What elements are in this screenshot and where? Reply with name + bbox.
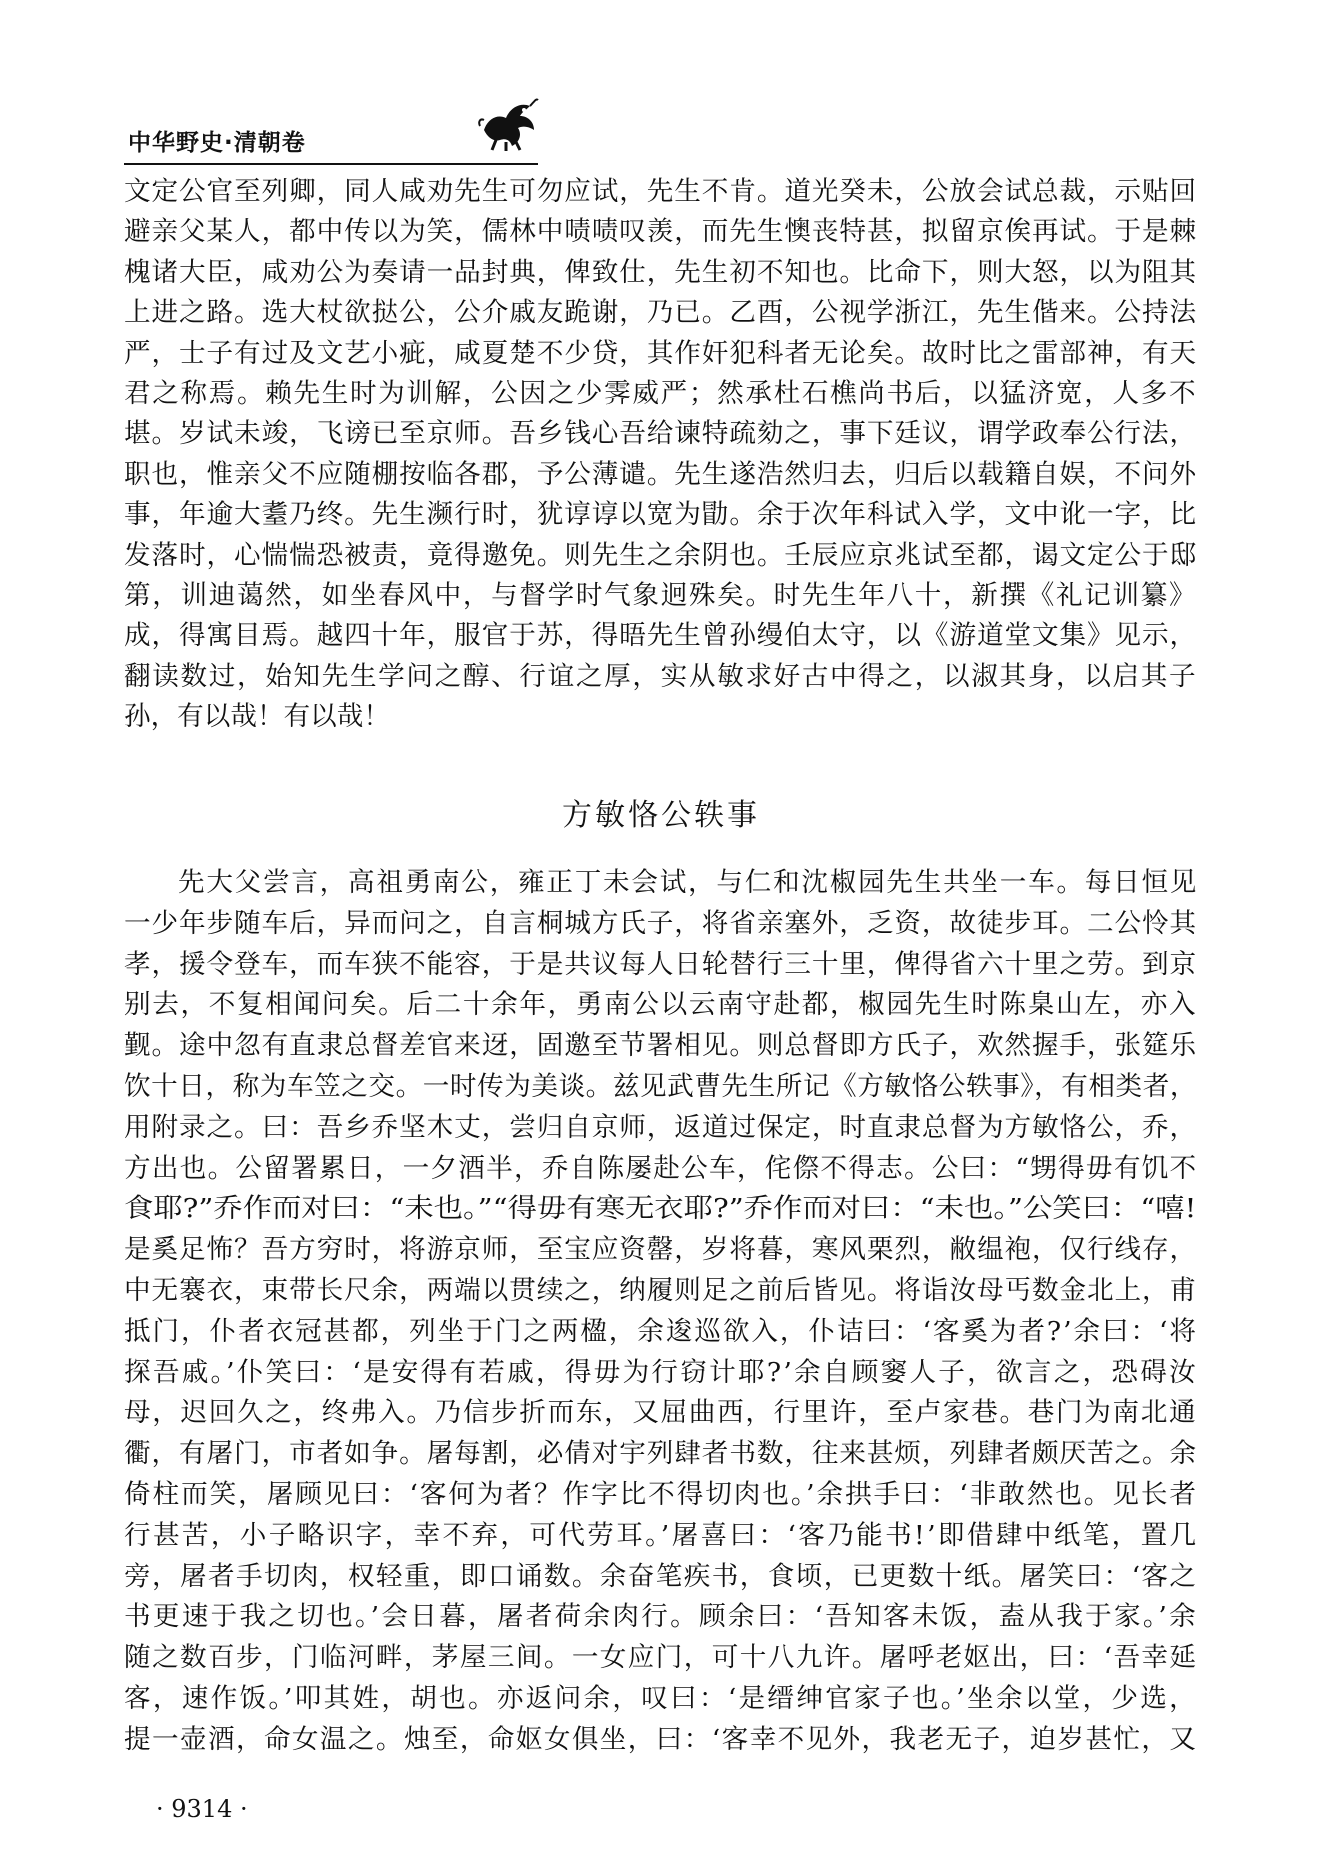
text-line: 槐诸大臣，咸劝公为奏请一品封典，俾致仕，先生初不知也。比命下，则大怒，以为阻其 <box>124 256 1198 288</box>
text-line: 成，得寓目焉。越四十年，服官于苏，得晤先生曾孙缦伯太守，以《游道堂文集》见示， <box>124 620 1198 652</box>
text-line: 君之称焉。赖先生时为训解，公因之少霁威严；然承杜石樵尚书后，以猛济宽，人多不 <box>124 378 1198 409</box>
text-line: 行甚苦，小子略识字，幸不弃，可代劳耳。’屠喜曰：‘客乃能书!’即借肆中纸笔，置几 <box>124 1519 1199 1551</box>
text-line: 职也，惟亲父不应随棚按临各郡，予公薄谴。先生遂浩然归去，归后以载籍自娱，不问外 <box>124 458 1198 490</box>
text-line: 先大父尝言，高祖勇南公，雍正丁未会试，与仁和沈椒园先生共坐一车。每日恒见 <box>178 867 1199 898</box>
text-line: 发落时，心惴惴恐被责，竟得邀免。则先生之余阴也。壬辰应京兆试至都，谒文定公于邸 <box>124 539 1198 571</box>
text-line: 上进之路。选大杖欲挞公，公介戚友跪谢，乃已。乙酉，公视学浙江，先生偕来。公持法 <box>124 297 1198 329</box>
text-line: 觐。途中忽有直隶总督差官来迓，固邀至节署相见。则总督即方氏子，欢然握手，张筵乐 <box>124 1030 1198 1062</box>
text-line: 用附录之。曰：吾乡乔坚木丈，尝归自京师，返道过保定，时直隶总督为方敏恪公，乔， <box>124 1111 1198 1143</box>
text-line: 翻读数过，始知先生学问之醇、行谊之厚，实从敏求好古中得之，以淑其身，以启其子 <box>124 660 1198 692</box>
page-number: · 9314 · <box>156 1795 248 1823</box>
text-line: 食耶?”乔作而对曰：“未也。”“得毋有寒无衣耶?”乔作而对曰：“未也。”公笑曰：“嘻! <box>124 1193 1197 1225</box>
text-line: 一少年步随车后，异而问之，自言桐城方氏子，将省亲塞外，乏资，故徒步耳。二公怜其 <box>124 907 1198 939</box>
text-line: 孝，援令登车，而车狭不能容，于是共议每人日轮替行三十里，俾得省六十里之劳。到京 <box>124 948 1198 980</box>
section-title: 方敏恪公轶事 <box>562 798 760 833</box>
text-line: 避亲父某人，都中传以为笑，儒林中啧啧叹羡，而先生懊丧特甚，拟留京俟再试。于是棘 <box>124 216 1198 248</box>
text-line: 母，迟回久之，终弗入。乃信步折而东，又屈曲西，行里许，至卢家巷。巷门为南北通 <box>124 1397 1198 1429</box>
text-line: 第，训迪蔼然，如坐春风中，与督学时气象迥殊矣。时先生年八十，新撰《礼记训纂》 <box>124 580 1198 611</box>
text-line: 衢，有屠门，市者如争。屠每割，必倩对宇列肆者书数，往来甚烦，列肆者颇厌苦之。余 <box>124 1438 1198 1470</box>
text-line: 饮十日，称为车笠之交。一时传为美谈。兹见武曹先生所记《方敏恪公轶事》，有相类者， <box>124 1071 1198 1102</box>
text-line: 孙，有以哉！有以哉！ <box>124 701 390 733</box>
book-title: 中华野史·清朝卷 <box>128 130 306 156</box>
text-line: 客，速作饭。’叩其姓，胡也。亦返问余，叹曰：‘是缙绅官家子也。’坐余以堂，少选， <box>124 1683 1199 1714</box>
text-line: 随之数百步，门临河畔，茅屋三间。一女应门，可十八九许。屠呼老妪出，曰：‘吾幸延 <box>124 1642 1198 1674</box>
text-line: 严，士子有过及文艺小疵，咸夏楚不少贷，其作奸犯科者无论矣。故时比之雷部神，有天 <box>124 337 1198 369</box>
text-line: 是奚足怖？吾方穷时，将游京师，至宝应资罄，岁将暮，寒风栗烈，敝缊袍，仅行线存， <box>124 1234 1198 1266</box>
text-line: 方出也。公留署累日，一夕酒半，乔自陈屡赴公车，侘傺不得志。公曰：“甥得毋有饥不 <box>124 1152 1198 1184</box>
running-header <box>124 96 538 158</box>
text-line: 堪。岁试未竣，飞谤已至京师。吾乡钱心吾给谏特疏劾之，事下廷议，谓学政奉公行法， <box>124 418 1198 450</box>
text-line: 旁，屠者手切肉，权轻重，即口诵数。余奋笔疾书，食顷，已更数十纸。屠笑曰：‘客之 <box>124 1560 1198 1592</box>
text-line: 文定公官至列卿，同人咸劝先生可勿应试，先生不肯。道光癸未，公放会试总裁，示贴回 <box>124 176 1198 207</box>
text-line: 提一壶酒，命女温之。烛至，命妪女俱坐，曰：‘客幸不见外，我老无子，迫岁甚忙，又 <box>124 1723 1198 1755</box>
text-line: 抵门，仆者衣冠甚都，列坐于门之两楹，余逡巡欲入，仆诘曰：‘客奚为者?’余曰：‘将 <box>124 1315 1198 1347</box>
text-line: 书更速于我之切也。’会日暮，屠者荷余肉行。顾余曰：‘吾知客未饭，盍从我于家。’余 <box>124 1601 1199 1633</box>
text-line: 探吾戚。’仆笑曰：‘是安得有若戚，得毋为行窃计耶?’余自顾窭人子，欲言之，恐碍汝 <box>124 1356 1198 1388</box>
text-line: 中无褰衣，束带长尺余，两端以贯续之，纳履则足之前后皆见。将诣汝母丐数金北上，甫 <box>124 1275 1198 1306</box>
text-line: 事，年逾大耋乃终。先生濒行时，犹谆谆以宽为勖。余于次年科试入学，文中讹一字，比 <box>124 499 1198 531</box>
dragon-emblem-icon <box>476 96 540 152</box>
header-rule <box>124 163 538 165</box>
text-line: 别去，不复相闻问矣。后二十余年，勇南公以云南守赴都，椒园先生时陈臬山左，亦入 <box>124 989 1198 1021</box>
text-line: 倚柱而笑，屠顾见曰：‘客何为者？作字比不得切肉也。’余拱手曰：‘非敢然也。见长者 <box>124 1479 1198 1510</box>
